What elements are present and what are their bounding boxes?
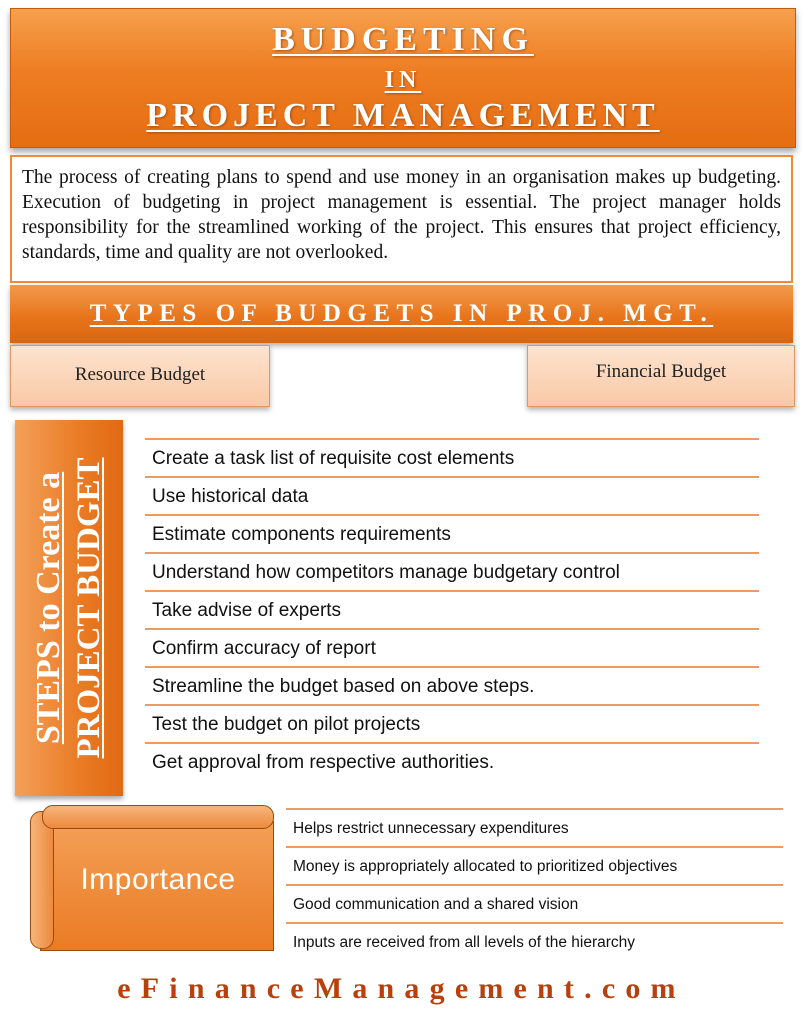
title-line-budgeting: BUDGETING — [272, 21, 534, 58]
financial-budget-box: Financial Budget — [527, 345, 795, 407]
step-item: Take advise of experts — [152, 600, 342, 621]
step-item: Use historical data — [152, 486, 309, 507]
importance-label: Importance — [80, 863, 236, 896]
step-item: Understand how competitors manage budgetary control — [152, 562, 620, 583]
importance-item: Inputs are received from all levels of the hierarchy — [293, 934, 636, 951]
scroll-curl-top — [42, 805, 274, 829]
intro-paragraph: The process of creating plans to spend and use money in an organisation makes up budgeting. Execution of budgeting in project management is essential. The project manager holds responsibility for the streamlined working of the project. This ensures that project efficiency, standards, time and quality are not overlooked. — [10, 155, 793, 283]
importance-scroll — [28, 805, 274, 950]
step-item: Streamline the budget based on above steps. — [152, 676, 535, 697]
step-item: Get approval from respective authorities. — [152, 752, 495, 773]
title-line-in: IN — [384, 67, 422, 93]
steps-label-panel — [15, 420, 123, 796]
importance-item: Money is appropriately allocated to prioritized objectives — [293, 858, 678, 875]
steps-label-line2: PROJECT BUDGET — [71, 457, 107, 759]
footer-site-name: eFinanceManagement.com — [117, 972, 686, 1005]
resource-budget-box: Resource Budget — [10, 345, 270, 407]
step-item: Estimate components requirements — [152, 524, 451, 545]
importance-list — [286, 808, 783, 960]
title-banner — [10, 8, 796, 148]
step-item: Create a task list of requisite cost elements — [152, 448, 515, 469]
importance-item: Good communication and a shared vision — [293, 896, 579, 913]
types-heading-banner — [10, 285, 793, 343]
steps-label-text — [29, 423, 109, 793]
title-line-project-management: PROJECT MANAGEMENT — [146, 97, 660, 134]
types-heading: TYPES OF BUDGETS IN PROJ. MGT. — [89, 300, 714, 327]
steps-list — [145, 438, 759, 780]
step-item: Test the budget on pilot projects — [152, 714, 421, 735]
importance-item: Helps restrict unnecessary expenditures — [293, 820, 569, 837]
step-item: Confirm accuracy of report — [152, 638, 376, 659]
steps-label-line1: STEPS to Create a — [30, 471, 67, 745]
